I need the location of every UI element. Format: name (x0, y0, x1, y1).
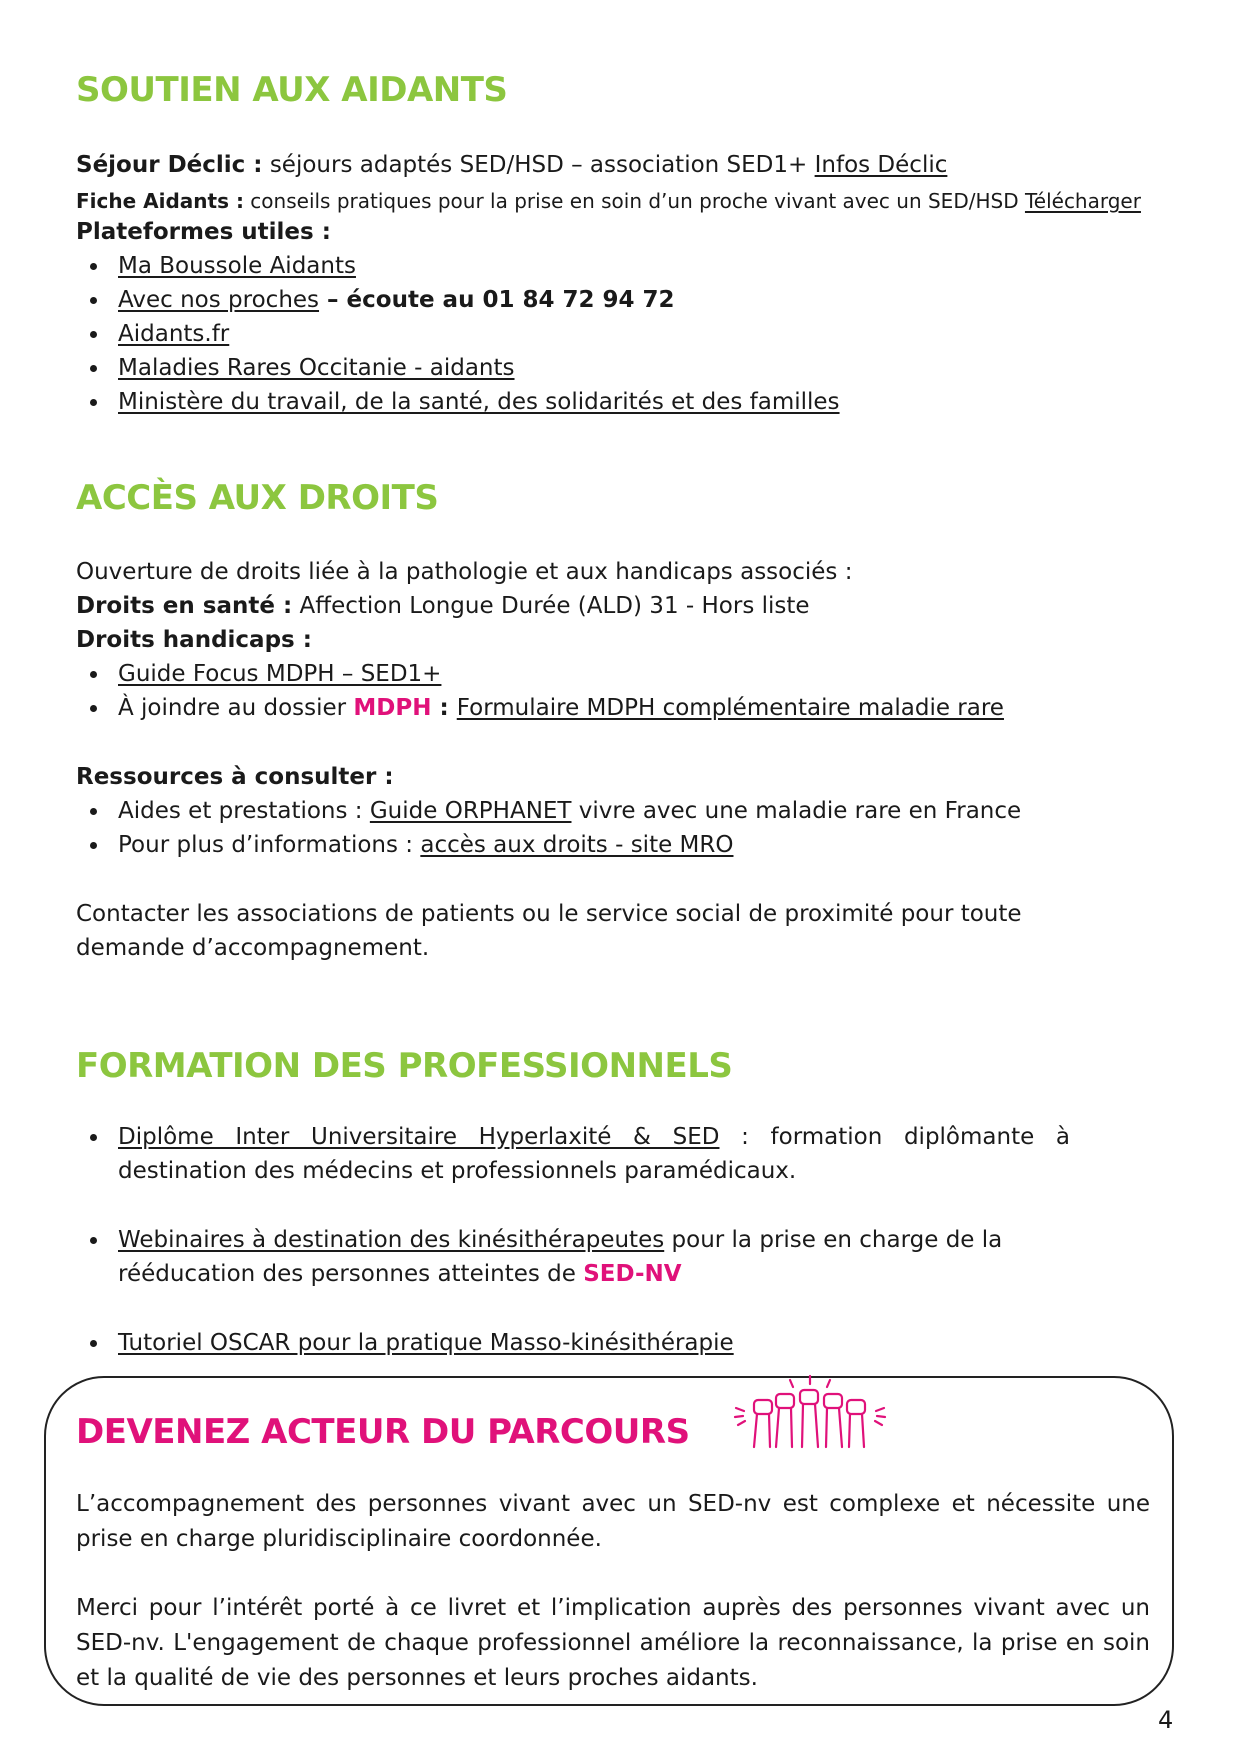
aides-suffix: vivre avec une maladie rare en France (571, 798, 1022, 824)
fiche-label: Fiche Aidants : (76, 189, 244, 213)
sante-label: Droits en santé : (76, 593, 293, 619)
list-item (76, 317, 840, 351)
handicaps-label: Droits handicaps : (76, 627, 312, 653)
webinaires-text: pour la prise en charge de la (664, 1227, 1003, 1253)
list-item (76, 283, 840, 317)
list-item (76, 351, 840, 385)
list-item (76, 249, 840, 283)
acces-intro: Ouverture de droits liée à la pathologie et aux handicaps associés : (76, 559, 853, 585)
joindre-prefix: À joindre au dossier (118, 695, 354, 721)
acces-droits-mro-link[interactable]: accès aux droits - site MRO (420, 832, 734, 858)
sante-text: Affection Longue Durée (ALD) 31 - Hors liste (292, 593, 810, 619)
joindre-colon: : (431, 695, 457, 721)
sejour-label: Séjour Déclic : (76, 152, 263, 178)
plateformes-label: Plateformes utiles : (76, 219, 331, 245)
oscar-link[interactable]: Tutoriel OSCAR pour la pratique Masso-kinésithérapie (118, 1330, 734, 1356)
ressources-list (76, 794, 1021, 862)
acteur-para-2: Merci pour l’intérêt porté à ce livret et l’implication auprès des personnes vivant avec un SED-nv. L'engagement de chaque professionnel améliore la reconnaissance, la prise en soin et la qualité de vie des personnes et leurs proches aidants. (76, 1595, 1150, 1691)
telecharger-link[interactable]: Télécharger (1024, 189, 1141, 213)
guide-orphanet-link[interactable]: Guide ORPHANET (369, 798, 572, 824)
droits-sante-line (76, 589, 810, 623)
guide-focus-link[interactable]: Guide Focus MDPH – SED1+ (118, 661, 442, 687)
diu-line-1 (118, 1120, 1070, 1154)
section-title-soutien: SOUTIEN AUX AIDANTS (76, 70, 508, 110)
ecoute-phone: – écoute au 01 84 72 94 72 (319, 287, 675, 313)
formulaire-mdph-link[interactable]: Formulaire MDPH complémentaire maladie rare (456, 695, 1004, 721)
formation-list-3 (76, 1326, 734, 1360)
section-title-formation: FORMATION DES PROFESSIONNELS (76, 1046, 733, 1086)
acteur-para-1: L’accompagnement des personnes vivant avec un SED-nv est complexe et nécessite une prise en charge pluridisciplinaire coordonnée. (76, 1491, 1150, 1552)
list-item (76, 657, 1004, 691)
list-item (76, 828, 1021, 862)
plateformes-list (76, 249, 840, 419)
list-item (76, 691, 1004, 725)
formation-list (76, 1120, 1070, 1188)
aidants-fr-link[interactable]: Aidants.fr (118, 321, 230, 347)
page-number: 4 (1158, 1706, 1174, 1734)
webinaires-text-2: rééducation des personnes atteintes de (118, 1261, 584, 1287)
ministere-link[interactable]: Ministère du travail, de la santé, des solidarités et des familles (118, 389, 840, 415)
list-item (76, 385, 840, 419)
list-item (76, 1223, 1002, 1291)
raised-fists-icon (730, 1372, 890, 1452)
plus-prefix: Pour plus d’informations : (118, 832, 421, 858)
diu-link[interactable]: Diplôme Inter Universitaire Hyperlaxité & SED (118, 1124, 720, 1150)
boussole-link[interactable]: Ma Boussole Aidants (118, 253, 356, 279)
list-item (76, 794, 1021, 828)
ressources-label: Ressources à consulter : (76, 764, 394, 790)
section-title-acces: ACCÈS AUX DROITS (76, 478, 439, 518)
webinaires-link[interactable]: Webinaires à destination des kinésithérapeutes (118, 1227, 665, 1253)
handicaps-list (76, 657, 1004, 725)
aides-prefix: Aides et prestations : (118, 798, 370, 824)
sednv-tag: SED-NV (583, 1261, 682, 1287)
mdph-tag: MDPH (353, 695, 432, 721)
diu-line-2: destination des médecins et professionnels paramédicaux. (118, 1158, 797, 1184)
mro-aidants-link[interactable]: Maladies Rares Occitanie - aidants (118, 355, 515, 381)
infos-declic-link[interactable]: Infos Déclic (814, 152, 948, 178)
formation-list-2 (76, 1223, 1002, 1291)
list-item (76, 1120, 1070, 1188)
fiche-aidants-line (76, 186, 1141, 216)
diu-text: : formation diplômante à (719, 1124, 1070, 1150)
sejour-text: séjours adaptés SED/HSD – association SED1+ (262, 152, 815, 178)
sejour-declic-line (76, 148, 947, 182)
avec-nos-proches-link[interactable]: Avec nos proches (118, 287, 320, 313)
list-item (76, 1326, 734, 1360)
fiche-text: conseils pratiques pour la prise en soin d’un proche vivant avec un SED/HSD (243, 189, 1025, 213)
acteur-title: DEVENEZ ACTEUR DU PARCOURS (76, 1412, 690, 1452)
contact-line-1: Contacter les associations de patients ou le service social de proximité pour toute (76, 901, 1022, 927)
contact-line-2: demande d’accompagnement. (76, 935, 430, 961)
